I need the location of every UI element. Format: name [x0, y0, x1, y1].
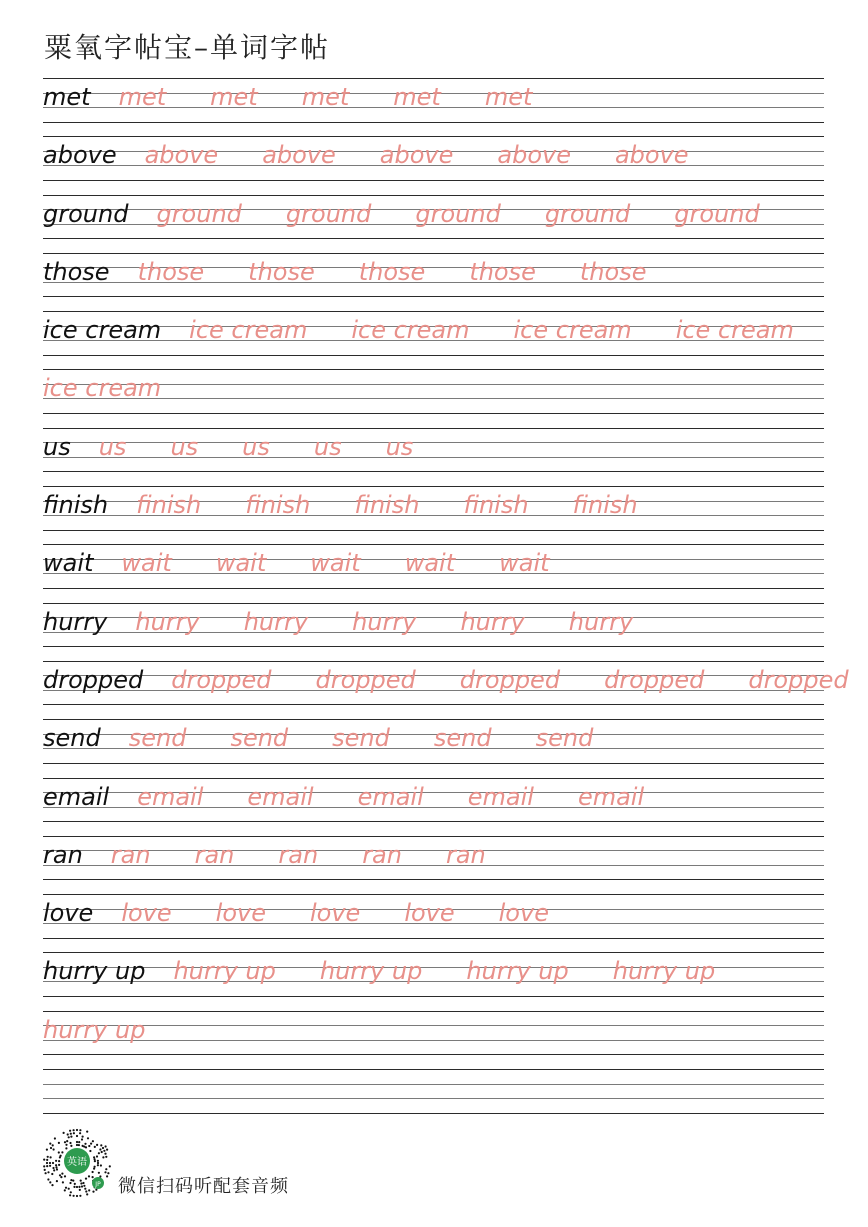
- row-words: [43, 374, 824, 408]
- guide-line: [43, 588, 824, 589]
- model-word: ice cream: [43, 316, 162, 345]
- practice-sheet: [43, 78, 849, 1127]
- guide-line: [43, 952, 824, 953]
- model-word: those: [43, 257, 110, 286]
- guide-line: [43, 238, 824, 239]
- trace-word: above: [614, 141, 689, 170]
- guide-line: [43, 778, 824, 779]
- guide-line: [43, 704, 824, 705]
- guide-line: [43, 195, 824, 196]
- guide-line: [43, 78, 824, 79]
- trace-word: those: [137, 257, 205, 286]
- guide-line: [43, 544, 824, 545]
- row-words: [43, 783, 824, 817]
- guide-line: [43, 1069, 824, 1070]
- row-words: [43, 899, 824, 933]
- trace-word: ground: [415, 199, 501, 228]
- guide-line: [43, 938, 824, 939]
- guide-line: [43, 296, 824, 297]
- guide-line: [43, 471, 824, 472]
- model-word: ran: [43, 840, 83, 869]
- guide-line: [43, 1054, 824, 1055]
- guide-line: [43, 413, 824, 414]
- guide-line: [43, 486, 824, 487]
- trace-word: above: [497, 141, 571, 170]
- trace-word: ran: [110, 840, 151, 869]
- guide-line: [43, 719, 824, 720]
- guide-line: [43, 763, 824, 764]
- model-word: dropped: [43, 665, 144, 694]
- trace-word: ran: [194, 840, 235, 869]
- trace-word: those: [248, 257, 315, 286]
- trace-word: ground: [156, 199, 242, 228]
- model-word: finish: [43, 491, 109, 520]
- model-word: email: [43, 782, 110, 811]
- trace-word: hurry: [568, 607, 634, 636]
- trace-word: dropped: [459, 665, 561, 694]
- trace-word: above: [379, 141, 454, 170]
- practice-row: [43, 369, 824, 427]
- model-word: love: [43, 899, 94, 928]
- practice-row: [43, 136, 824, 194]
- trace-word: met: [393, 83, 441, 111]
- trace-word: send: [332, 724, 390, 753]
- trace-word: wait: [215, 549, 267, 578]
- guide-line: [43, 530, 824, 531]
- practice-row: [43, 603, 824, 661]
- trace-word: finish: [572, 491, 638, 520]
- qr-badge-label: 英语: [67, 1157, 87, 1168]
- model-word: met: [43, 83, 91, 111]
- trace-word: love: [404, 899, 455, 928]
- trace-word: above: [144, 141, 219, 170]
- trace-word: ice cream: [43, 374, 162, 403]
- trace-word: ran: [278, 840, 319, 869]
- model-word: above: [43, 141, 117, 170]
- trace-word: send: [230, 724, 289, 753]
- trace-word: dropped: [748, 665, 849, 694]
- practice-row: [43, 719, 824, 777]
- trace-word: hurry up: [466, 957, 569, 986]
- trace-word: hurry: [352, 607, 417, 636]
- guide-line: [43, 1011, 824, 1012]
- row-words: [43, 83, 824, 117]
- trace-word: finish: [463, 491, 529, 520]
- trace-word: email: [247, 782, 314, 811]
- trace-word: those: [579, 257, 647, 286]
- row-words: [43, 608, 824, 642]
- sheet-bottom-line: [43, 1113, 824, 1114]
- trace-word: email: [577, 782, 645, 811]
- trace-word: wait: [121, 549, 172, 578]
- page-title: 粟氧字帖宝–单词字帖: [44, 31, 331, 64]
- trace-word: above: [262, 141, 336, 170]
- practice-row: [43, 1069, 824, 1127]
- trace-word: ground: [544, 199, 631, 228]
- practice-row: [43, 195, 824, 253]
- guide-line: [43, 428, 824, 429]
- guide-line: [43, 894, 824, 895]
- guide-line: [43, 369, 824, 370]
- trace-word: ground: [674, 199, 760, 228]
- guide-line: [43, 836, 824, 837]
- footer: [42, 1128, 442, 1198]
- guide-line: [43, 311, 824, 312]
- trace-word: met: [484, 83, 533, 111]
- trace-word: hurry up: [612, 957, 716, 986]
- trace-word: ran: [445, 840, 486, 869]
- trace-word: dropped: [171, 665, 272, 694]
- trace-word: hurry up: [43, 1015, 146, 1044]
- row-words: [43, 200, 824, 234]
- row-words: [43, 724, 824, 758]
- guide-line: [43, 603, 824, 604]
- model-word: ground: [43, 199, 129, 228]
- guide-line: [43, 646, 824, 647]
- guide-line: [43, 122, 824, 123]
- trace-word: ran: [362, 840, 402, 869]
- practice-row: [43, 661, 849, 719]
- practice-row: [43, 952, 824, 1010]
- trace-word: finish: [136, 491, 202, 520]
- footer-audio-text: 微信扫码听配套音频: [118, 1176, 289, 1197]
- row-words: [43, 841, 824, 875]
- trace-word: love: [309, 899, 361, 928]
- trace-word: dropped: [604, 665, 705, 694]
- trace-word: dropped: [315, 665, 416, 694]
- guide-line: [43, 661, 824, 662]
- guide-line: [43, 996, 824, 997]
- practice-row: [43, 836, 824, 894]
- trace-word: finish: [354, 491, 420, 520]
- practice-row: [43, 894, 824, 952]
- practice-row: [43, 778, 824, 836]
- practice-row: [43, 253, 824, 311]
- trace-word: met: [118, 83, 167, 111]
- qr-code-icon[interactable]: [42, 1128, 112, 1198]
- trace-word: email: [357, 782, 424, 811]
- guide-line: [43, 355, 824, 356]
- trace-word: us: [242, 432, 270, 461]
- practice-row: [43, 486, 824, 544]
- model-word: hurry: [43, 607, 108, 636]
- row-words: [43, 491, 824, 525]
- trace-word: hurry up: [319, 957, 423, 986]
- guide-line: [43, 136, 824, 137]
- guide-line: [43, 180, 824, 181]
- trace-word: us: [98, 432, 127, 461]
- trace-word: ice cream: [675, 316, 794, 345]
- model-word: send: [43, 724, 101, 753]
- trace-word: hurry: [135, 607, 200, 636]
- trace-word: met: [210, 83, 258, 111]
- trace-word: ice cream: [189, 316, 308, 345]
- guide-line: [43, 253, 824, 254]
- row-words: [43, 549, 824, 583]
- trace-word: wait: [310, 549, 361, 578]
- trace-word: wait: [499, 549, 550, 578]
- row-words: [43, 141, 824, 175]
- trace-word: hurry up: [173, 957, 276, 986]
- model-word: us: [43, 432, 71, 461]
- trace-word: ice cream: [351, 316, 470, 345]
- trace-word: love: [498, 899, 549, 928]
- practice-row: [43, 544, 824, 602]
- row-words: [43, 433, 824, 467]
- trace-word: us: [170, 432, 199, 461]
- qr-badge-sub: JP: [95, 1181, 101, 1188]
- guide-line: [43, 821, 824, 822]
- trace-word: us: [385, 432, 414, 461]
- trace-word: love: [215, 899, 266, 928]
- row-words: [43, 1074, 824, 1108]
- trace-word: wait: [404, 549, 456, 578]
- trace-word: hurry: [243, 607, 309, 636]
- row-words: [43, 1016, 824, 1050]
- trace-word: ice cream: [513, 316, 632, 345]
- trace-word: email: [467, 782, 534, 811]
- practice-row: [43, 1011, 824, 1069]
- trace-word: ground: [285, 199, 372, 228]
- trace-word: send: [128, 724, 187, 753]
- trace-word: us: [313, 432, 342, 461]
- row-words: [43, 258, 824, 292]
- practice-row: [43, 78, 824, 136]
- trace-word: email: [137, 782, 204, 811]
- row-words: [43, 316, 824, 350]
- trace-word: those: [358, 257, 426, 286]
- practice-row: [43, 311, 824, 369]
- row-words: [43, 957, 824, 991]
- trace-word: met: [301, 83, 350, 111]
- trace-word: send: [433, 724, 492, 753]
- row-words: [43, 665, 849, 700]
- guide-line: [43, 879, 824, 880]
- trace-word: love: [121, 899, 172, 928]
- model-word: hurry up: [43, 957, 146, 986]
- practice-row: [43, 428, 824, 486]
- trace-word: those: [469, 257, 536, 286]
- trace-word: hurry: [460, 607, 525, 636]
- trace-word: finish: [245, 491, 311, 520]
- trace-word: send: [535, 724, 594, 753]
- model-word: wait: [43, 549, 94, 578]
